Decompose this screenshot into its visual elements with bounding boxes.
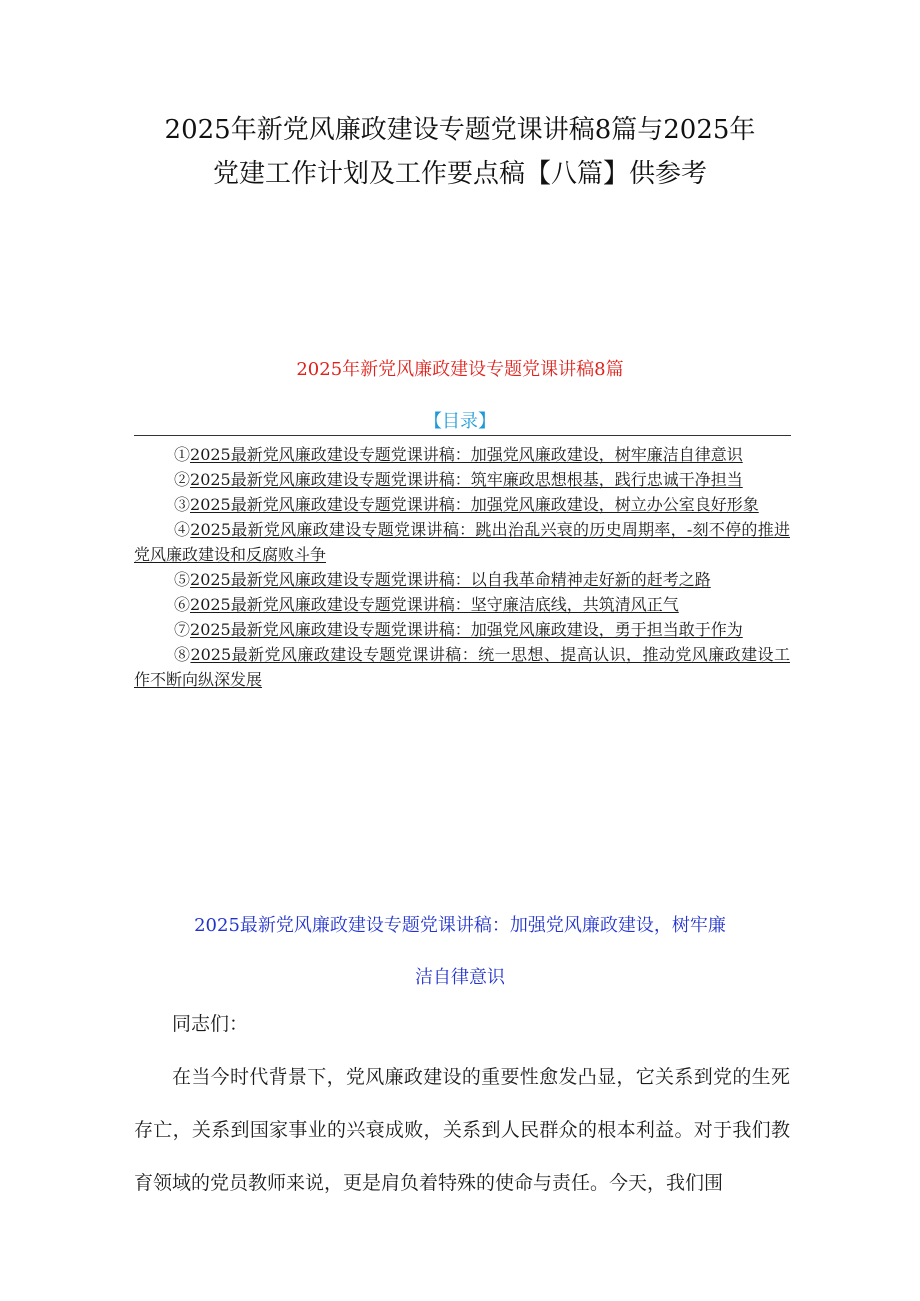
toc-item-4[interactable] [134,517,790,567]
toc-marker: ⑧ [174,645,191,664]
document-title-line-1: 2025年新党风廉政建设专题党课讲稿8篇与2025年 [164,115,756,145]
toc-item-3[interactable] [134,492,790,517]
article-title-line-2: 洁自律意识 [415,967,505,988]
table-of-contents [134,442,790,692]
section-heading: 2025年新党风廉政建设专题党课讲稿8篇 [296,359,624,380]
toc-marker: ② [174,470,191,489]
toc-link[interactable]: 2025最新党风廉政建设专题党课讲稿：以自我革命精神走好新的赶考之路 [190,570,711,589]
toc-item-2[interactable] [134,467,790,492]
toc-label: 【目录】 [424,411,496,432]
toc-marker: ⑥ [174,595,191,614]
toc-item-6[interactable] [134,592,790,617]
toc-link[interactable]: 2025最新党风廉政建设专题党课讲稿：筑牢廉政思想根基，践行忠诚干净担当 [190,470,743,489]
document-title [120,108,800,196]
toc-item-7[interactable] [134,617,790,642]
toc-link[interactable]: 2025最新党风廉政建设专题党课讲稿：统一思想、提高认识，推动党风廉政建设工作不断向纵深发展 [134,645,790,689]
article-title [140,900,780,1004]
toc-marker: ① [174,445,191,464]
toc-marker: ④ [174,520,191,539]
greeting: 同志们： [172,1013,249,1035]
article-body [134,998,790,1210]
toc-item-1[interactable] [134,442,790,467]
toc-link[interactable]: 2025最新党风廉政建设专题党课讲稿：加强党风廉政建设，勇于担当敢于作为 [190,620,743,639]
toc-link[interactable]: 2025最新党风廉政建设专题党课讲稿：跳出治乱兴衰的历史周期率，-刻不停的推进党风廉政建设和反腐败斗争 [134,520,790,564]
toc-marker: ③ [174,495,191,514]
toc-item-5[interactable] [134,567,790,592]
toc-marker: ⑤ [174,570,191,589]
toc-link[interactable]: 2025最新党风廉政建设专题党课讲稿：坚守廉洁底线，共筑清风正气 [190,595,679,614]
toc-link[interactable]: 2025最新党风廉政建设专题党课讲稿：加强党风廉政建设，树立办公室良好形象 [190,495,759,514]
body-paragraph: 在当今时代背景下，党风廉政建设的重要性愈发凸显，它关系到党的生死存亡，关系到国家事业的兴衰成败，关系到人民群众的根本利益。对于我们教育领域的党员教师来说，更是肩负着特殊的使命与责任。今天，我们围 [134,1066,790,1194]
document-title-line-2: 党建工作计划及工作要点稿【八篇】供参考 [212,159,707,189]
article-title-line-1: 2025最新党风廉政建设专题党课讲稿：加强党风廉政建设，树牢廉 [194,915,726,936]
toc-item-8[interactable] [134,642,790,692]
toc-marker: ⑦ [174,620,191,639]
toc-link[interactable]: 2025最新党风廉政建设专题党课讲稿：加强党风廉政建设，树牢廉洁自律意识 [190,445,743,464]
toc-divider [134,435,791,436]
